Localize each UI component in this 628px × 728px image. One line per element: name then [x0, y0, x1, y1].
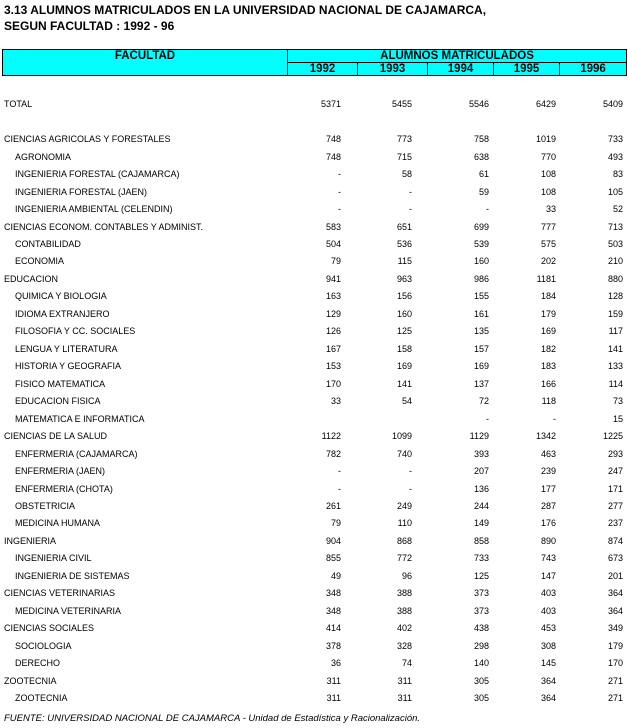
row-label: INGENIERIA AMBIENTAL (CELENDIN) — [15, 204, 173, 214]
table-row — [0, 150, 628, 164]
table-row — [0, 639, 628, 653]
row-value: 158 — [396, 344, 412, 354]
row-value: 166 — [540, 379, 556, 389]
row-value: 453 — [540, 623, 556, 633]
row-value: 583 — [325, 222, 341, 232]
row-value: 402 — [396, 623, 412, 633]
row-value: 108 — [540, 169, 556, 179]
row-label: CIENCIAS ECONOM. CONTABLES Y ADMINIST. — [4, 222, 204, 232]
row-value: 202 — [540, 256, 556, 266]
title-line-2: SEGUN FACULTAD : 1992 - 96 — [4, 19, 175, 33]
row-value: - — [409, 187, 412, 197]
row-value: 72 — [478, 396, 489, 406]
row-value: 271 — [607, 693, 623, 703]
row-value: 364 — [607, 588, 623, 598]
row-value: 403 — [540, 606, 556, 616]
row-value: 36 — [330, 658, 341, 668]
row-value: 5409 — [602, 99, 623, 109]
row-value: 364 — [540, 676, 556, 686]
row-value: 271 — [607, 676, 623, 686]
table-row — [0, 289, 628, 303]
row-value: 15 — [612, 414, 623, 424]
row-value: 207 — [473, 466, 489, 476]
table-row — [0, 691, 628, 705]
row-value: 651 — [396, 222, 412, 232]
table-row — [0, 185, 628, 199]
table-row — [0, 237, 628, 251]
row-value: 115 — [397, 256, 412, 266]
row-value: 715 — [396, 152, 412, 162]
row-value: 167 — [325, 344, 341, 354]
row-value: 140 — [473, 658, 489, 668]
row-value: 293 — [607, 449, 623, 459]
row-value: 311 — [326, 676, 341, 686]
row-value: 298 — [473, 641, 489, 651]
row-label: ENFERMERIA (CAJAMARCA) — [15, 449, 138, 459]
year-header: 1996 — [560, 63, 627, 76]
row-value: 348 — [325, 606, 341, 616]
row-value: 169 — [396, 361, 412, 371]
row-value: 73 — [612, 396, 623, 406]
row-label: CIENCIAS DE LA SALUD — [4, 431, 108, 441]
row-value: 247 — [607, 466, 623, 476]
row-value: - — [409, 204, 412, 214]
row-value: 147 — [540, 571, 556, 581]
row-value: - — [409, 466, 412, 476]
row-label: HISTORIA Y GEOGRAFIA — [15, 361, 122, 371]
row-label: QUIMICA Y BIOLOGIA — [15, 291, 107, 301]
row-value: 83 — [612, 169, 623, 179]
row-value: 118 — [541, 396, 556, 406]
row-label: EDUCACION — [4, 274, 59, 284]
row-value: 160 — [396, 309, 412, 319]
row-value: 539 — [473, 239, 489, 249]
table-row — [0, 220, 628, 234]
row-value: 58 — [401, 169, 412, 179]
row-label: MEDICINA VETERINARIA — [15, 606, 122, 616]
row-value: 170 — [607, 658, 623, 668]
row-value: 277 — [607, 501, 623, 511]
row-value: 782 — [325, 449, 341, 459]
row-label: CIENCIAS AGRICOLAS Y FORESTALES — [4, 134, 171, 144]
row-value: 52 — [612, 204, 623, 214]
row-label: FILOSOFIA Y CC. SOCIALES — [15, 326, 136, 336]
row-value: 244 — [473, 501, 489, 511]
row-value: 201 — [607, 571, 623, 581]
row-value: 880 — [607, 274, 623, 284]
row-value: 74 — [401, 658, 412, 668]
row-value: - — [338, 204, 341, 214]
row-label: LENGUA Y LITERATURA — [15, 344, 118, 354]
row-value: 33 — [330, 396, 341, 406]
table-row — [0, 377, 628, 391]
row-value: 170 — [325, 379, 341, 389]
row-value: 713 — [607, 222, 623, 232]
row-value: 748 — [325, 152, 341, 162]
row-value: 388 — [396, 606, 412, 616]
table-row — [0, 132, 628, 146]
row-value: 1342 — [535, 431, 556, 441]
facultad-header: FACULTAD — [3, 50, 288, 76]
row-value: - — [338, 466, 341, 476]
row-value: 176 — [540, 518, 556, 528]
table-row — [0, 482, 628, 496]
row-value: 108 — [540, 187, 556, 197]
row-value: 743 — [540, 553, 556, 563]
row-value: 49 — [330, 571, 341, 581]
row-value: 33 — [545, 204, 556, 214]
row-value: 183 — [540, 361, 556, 371]
table-row — [0, 534, 628, 548]
row-value: 364 — [607, 606, 623, 616]
row-value: 110 — [397, 518, 412, 528]
row-value: 364 — [540, 693, 556, 703]
row-value: 153 — [325, 361, 341, 371]
row-value: 182 — [540, 344, 556, 354]
year-header: 1993 — [358, 63, 428, 76]
row-value: 105 — [607, 187, 623, 197]
row-value: 941 — [325, 274, 341, 284]
row-value: - — [338, 484, 341, 494]
table-row — [0, 97, 628, 111]
row-value: 169 — [473, 361, 489, 371]
row-value: 287 — [540, 501, 556, 511]
table-row — [0, 656, 628, 670]
row-value: 493 — [607, 152, 623, 162]
year-header: 1994 — [428, 63, 494, 76]
row-label: TOTAL — [4, 99, 33, 109]
row-value: 986 — [473, 274, 489, 284]
row-value: 249 — [396, 501, 412, 511]
row-value: 311 — [397, 693, 412, 703]
row-value: 373 — [473, 606, 489, 616]
row-value: 1129 — [469, 431, 489, 441]
row-label: ENFERMERIA (CHOTA) — [15, 484, 113, 494]
row-value: 169 — [540, 326, 556, 336]
row-value: 141 — [396, 379, 412, 389]
row-value: 758 — [473, 134, 489, 144]
row-value: 305 — [473, 693, 489, 703]
table-row — [0, 569, 628, 583]
row-value: 308 — [540, 641, 556, 651]
row-label: MATEMATICA E INFORMATICA — [15, 414, 145, 424]
row-value: 177 — [540, 484, 556, 494]
row-label: INGENIERIA — [4, 536, 57, 546]
row-value: 740 — [396, 449, 412, 459]
row-label: SOCIOLOGIA — [15, 641, 72, 651]
row-value: - — [486, 414, 489, 424]
row-value: 126 — [325, 326, 341, 336]
row-label: INGENIERIA FORESTAL (CAJAMARCA) — [15, 169, 180, 179]
year-header: 1995 — [494, 63, 560, 76]
row-value: 163 — [325, 291, 341, 301]
row-value: 261 — [325, 501, 341, 511]
row-value: 311 — [326, 693, 341, 703]
alumnos-header: ALUMNOS MATRICULADOS — [288, 50, 627, 63]
row-value: 141 — [607, 344, 623, 354]
table-row — [0, 272, 628, 286]
row-label: OBSTETRICIA — [15, 501, 76, 511]
row-value: - — [486, 204, 489, 214]
row-value: 79 — [330, 518, 341, 528]
row-value: 129 — [325, 309, 341, 319]
row-value: 378 — [325, 641, 341, 651]
table-row — [0, 586, 628, 600]
table-title — [4, 2, 486, 34]
table-row — [0, 394, 628, 408]
row-value: 699 — [473, 222, 489, 232]
row-label: INGENIERIA DE SISTEMAS — [15, 571, 130, 581]
row-value: 156 — [396, 291, 412, 301]
row-value: 733 — [473, 553, 489, 563]
row-value: 137 — [473, 379, 489, 389]
row-label: ECONOMIA — [15, 256, 65, 266]
row-value: 157 — [473, 344, 489, 354]
row-value: 117 — [608, 326, 623, 336]
row-value: 1019 — [535, 134, 556, 144]
row-label: CONTABILIDAD — [15, 239, 81, 249]
table-row — [0, 324, 628, 338]
row-label: ENFERMERIA (JAEN) — [15, 466, 106, 476]
row-value: 904 — [325, 536, 341, 546]
row-value: 463 — [540, 449, 556, 459]
row-value: 79 — [330, 256, 341, 266]
table-row — [0, 307, 628, 321]
row-value: 125 — [396, 326, 412, 336]
table-row — [0, 447, 628, 461]
row-value: 403 — [540, 588, 556, 598]
row-value: 1122 — [321, 431, 341, 441]
row-value: 348 — [325, 588, 341, 598]
row-label: FISICO MATEMATICA — [15, 379, 106, 389]
row-value: 638 — [473, 152, 489, 162]
table-row — [0, 412, 628, 426]
row-value: - — [338, 169, 341, 179]
year-header: 1992 — [288, 63, 358, 76]
row-value: 1225 — [602, 431, 623, 441]
row-value: 328 — [396, 641, 412, 651]
table-row — [0, 604, 628, 618]
row-value: 5546 — [468, 99, 489, 109]
column-header — [2, 49, 627, 76]
source-note: FUENTE: UNIVERSIDAD NACIONAL DE CAJAMARCA - Unidad de Estadística y Racionalización. — [4, 713, 421, 724]
row-label: CIENCIAS SOCIALES — [4, 623, 95, 633]
row-value: 536 — [396, 239, 412, 249]
row-value: 858 — [473, 536, 489, 546]
table-row — [0, 516, 628, 530]
row-value: 504 — [325, 239, 341, 249]
row-value: 5455 — [391, 99, 412, 109]
row-value: - — [553, 414, 556, 424]
row-value: 305 — [473, 676, 489, 686]
row-value: 393 — [473, 449, 489, 459]
row-value: 155 — [473, 291, 489, 301]
row-value: 772 — [396, 553, 412, 563]
row-value: 149 — [473, 518, 489, 528]
row-value: 210 — [607, 256, 623, 266]
row-value: 54 — [401, 396, 412, 406]
row-label: EDUCACION FISICA — [15, 396, 101, 406]
row-value: 1099 — [391, 431, 412, 441]
row-value: 1181 — [536, 274, 556, 284]
row-label: IDIOMA EXTRANJERO — [15, 309, 110, 319]
row-value: 61 — [478, 169, 489, 179]
row-value: 438 — [473, 623, 489, 633]
row-value: 733 — [607, 134, 623, 144]
row-value: 748 — [325, 134, 341, 144]
row-value: 133 — [607, 361, 623, 371]
row-label: DERECHO — [15, 658, 61, 668]
row-value: 160 — [473, 256, 489, 266]
table-row — [0, 202, 628, 216]
row-value: 874 — [607, 536, 623, 546]
row-value: 145 — [540, 658, 556, 668]
row-value: 855 — [325, 553, 341, 563]
row-label: ZOOTECNIA — [15, 693, 68, 703]
table-row — [0, 429, 628, 443]
row-value: 179 — [607, 641, 623, 651]
table-row — [0, 254, 628, 268]
table-row — [0, 674, 628, 688]
row-label: INGENIERIA CIVIL — [15, 553, 92, 563]
row-value: 179 — [540, 309, 556, 319]
row-value: 388 — [396, 588, 412, 598]
row-value: 868 — [396, 536, 412, 546]
row-value: 159 — [607, 309, 623, 319]
table-row — [0, 551, 628, 565]
row-value: 373 — [473, 588, 489, 598]
row-value: 96 — [401, 571, 412, 581]
row-value: 237 — [607, 518, 623, 528]
row-value: 311 — [397, 676, 412, 686]
row-value: 777 — [540, 222, 556, 232]
row-value: 349 — [607, 623, 623, 633]
table-row — [0, 359, 628, 373]
row-value: 114 — [608, 379, 623, 389]
row-value: 161 — [473, 309, 489, 319]
row-value: 239 — [540, 466, 556, 476]
row-value: 770 — [540, 152, 556, 162]
row-value: 184 — [540, 291, 556, 301]
row-label: CIENCIAS VETERINARIAS — [4, 588, 116, 598]
row-value: 414 — [325, 623, 341, 633]
row-value: 136 — [473, 484, 489, 494]
row-label: MEDICINA HUMANA — [15, 518, 101, 528]
table-row — [0, 342, 628, 356]
row-value: 503 — [607, 239, 623, 249]
row-value: 59 — [478, 187, 489, 197]
table-row — [0, 167, 628, 181]
row-value: 135 — [473, 326, 489, 336]
row-value: 575 — [540, 239, 556, 249]
row-value: 128 — [607, 291, 623, 301]
title-line-1: 3.13 ALUMNOS MATRICULADOS EN LA UNIVERSIDAD NACIONAL DE CAJAMARCA, — [4, 3, 487, 17]
row-value: 890 — [540, 536, 556, 546]
row-label: AGRONOMIA — [15, 152, 72, 162]
row-label: ZOOTECNIA — [4, 676, 57, 686]
row-value: 125 — [473, 571, 489, 581]
row-value: 6429 — [535, 99, 556, 109]
row-value: 171 — [607, 484, 623, 494]
row-value: 773 — [396, 134, 412, 144]
row-value: - — [338, 187, 341, 197]
table-row — [0, 621, 628, 635]
row-value: 5371 — [320, 99, 341, 109]
row-value: 963 — [396, 274, 412, 284]
table-row — [0, 499, 628, 513]
table-row — [0, 464, 628, 478]
row-value: 673 — [607, 553, 623, 563]
row-label: INGENIERIA FORESTAL (JAEN) — [15, 187, 148, 197]
row-value: - — [409, 484, 412, 494]
